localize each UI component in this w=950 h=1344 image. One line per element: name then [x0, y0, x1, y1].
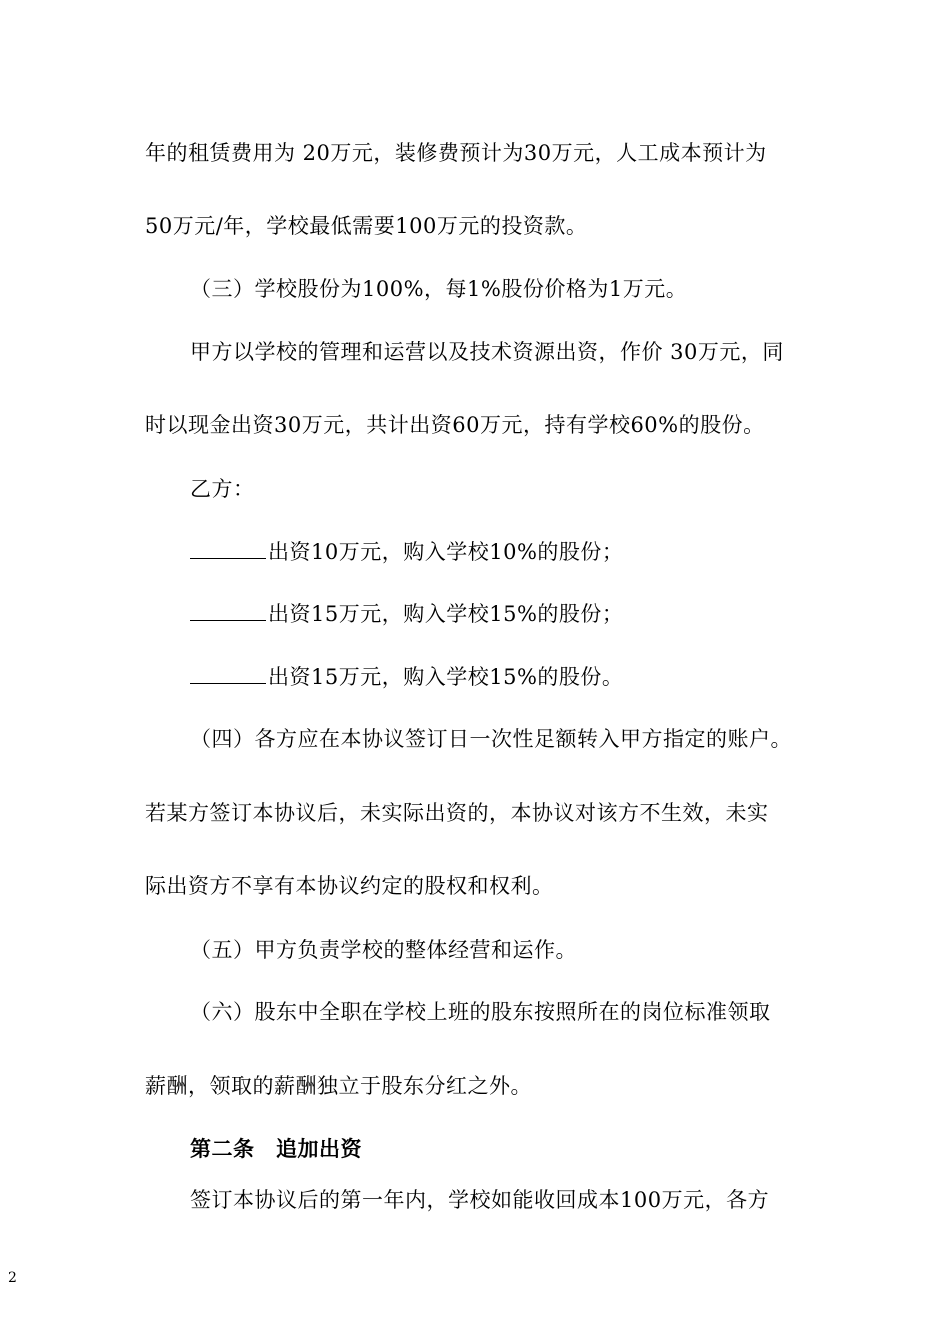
party-b-label: 乙方：: [190, 477, 255, 501]
name-blank-field[interactable]: [190, 602, 266, 621]
name-blank-field[interactable]: [190, 665, 266, 684]
clause-five-text: （五）甲方负责学校的整体经营和运作。: [190, 938, 577, 962]
clause-six-text: （六）股东中全职在学校上班的股东按照所在的岗位标准领取: [190, 1000, 771, 1024]
body-text-line: 50万元/年，学校最低需要100万元的投资款。: [145, 214, 588, 238]
article-two-heading: 第二条 追加出资: [190, 1136, 362, 1161]
article-two-text: 签订本协议后的第一年内，学校如能收回成本100万元，各方: [190, 1188, 770, 1212]
party-a-text: 甲方以学校的管理和运营以及技术资源出资，作价 30万元，同: [190, 340, 784, 364]
entry-text: 出资15万元，购入学校15%的股份。: [268, 665, 624, 689]
body-text-line: 时以现金出资30万元，共计出资60万元，持有学校60%的股份。: [145, 413, 765, 437]
name-blank-field[interactable]: [190, 540, 266, 559]
body-text-line: 年的租赁费用为 20万元，装修费预计为30万元，人工成本预计为: [145, 141, 767, 165]
page-number: 2: [8, 1270, 17, 1286]
party-b-entry: [190, 601, 623, 627]
body-text-line: 薪酬，领取的薪酬独立于股东分红之外。: [145, 1074, 532, 1098]
party-b-entry: [190, 539, 623, 565]
party-b-entry: [190, 664, 623, 690]
entry-text: 出资10万元，购入学校10%的股份；: [268, 540, 624, 564]
body-text-line: 际出资方不享有本协议约定的股权和权利。: [145, 874, 554, 898]
entry-text: 出资15万元，购入学校15%的股份；: [268, 602, 624, 626]
clause-four-text: （四）各方应在本协议签订日一次性足额转入甲方指定的账户。: [190, 727, 792, 751]
clause-three-text: （三）学校股份为100%，每1%股份价格为1万元。: [190, 277, 688, 301]
body-text-line: 若某方签订本协议后，未实际出资的，本协议对该方不生效，未实: [145, 801, 769, 825]
